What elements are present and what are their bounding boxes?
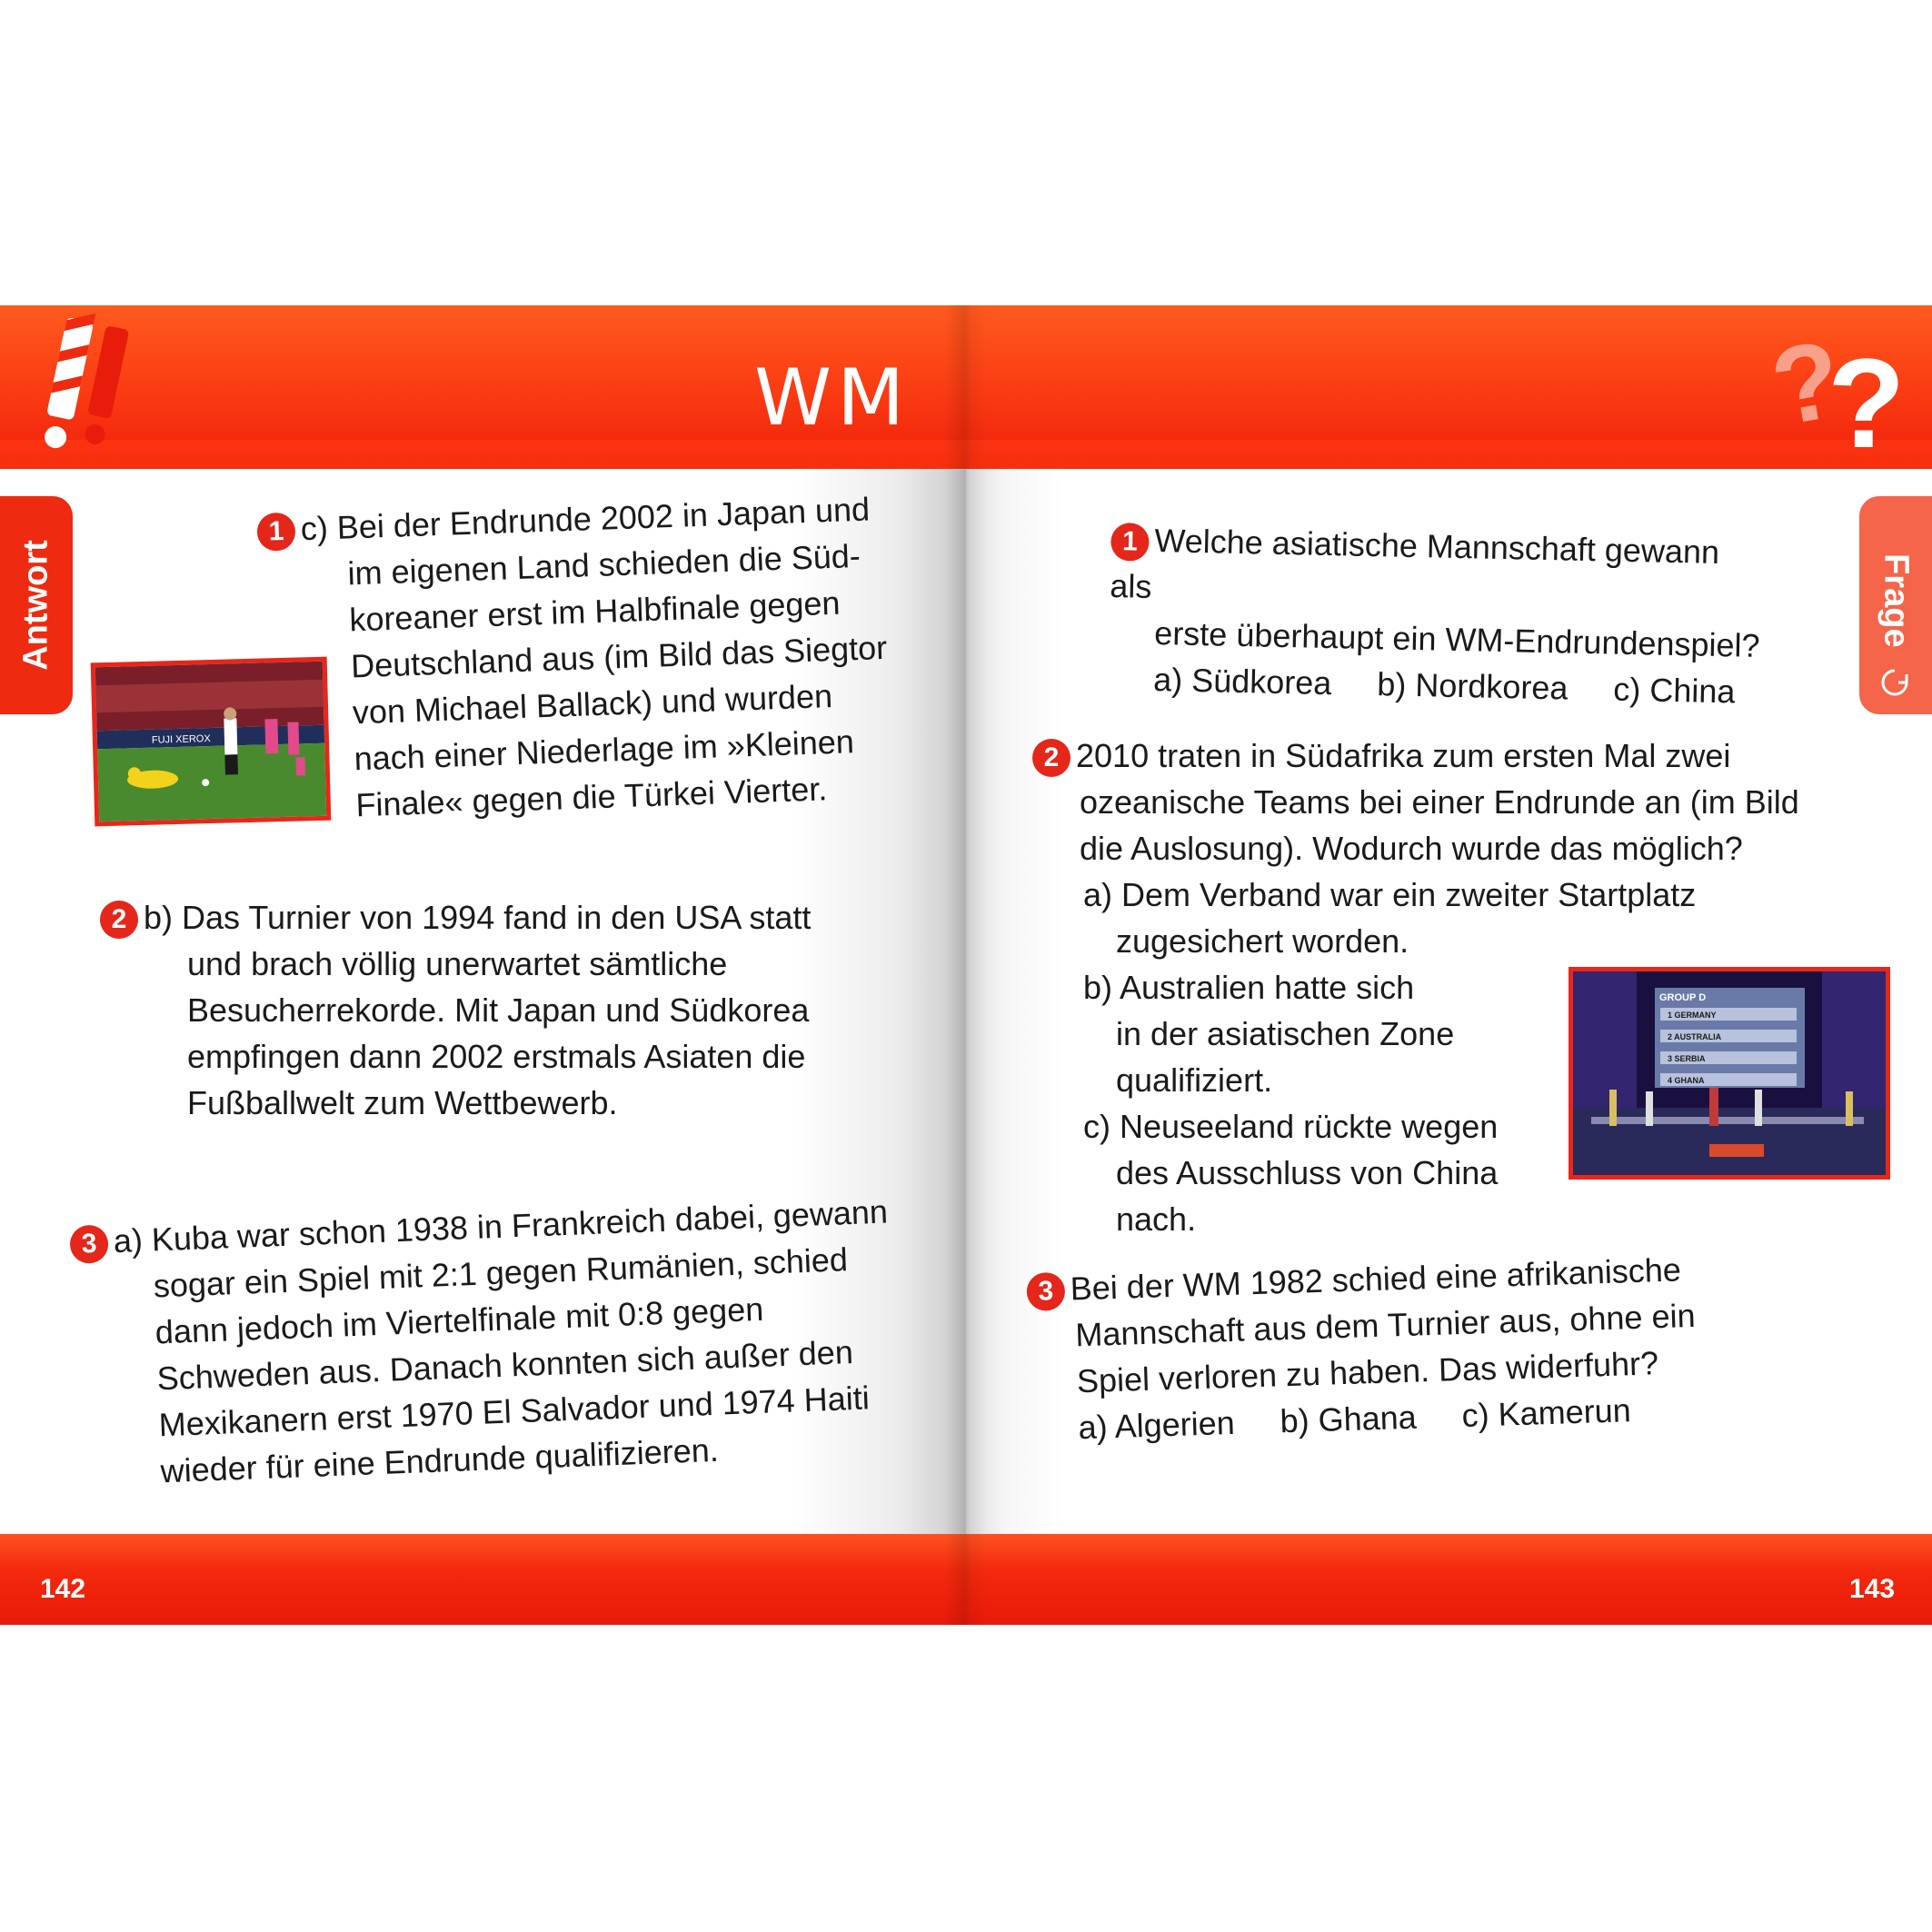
question-3-option-a: a) Algerien bbox=[1077, 1403, 1236, 1447]
answer-1-line-3: koreaner erst im Halbfinale gegen bbox=[348, 583, 842, 639]
answer-tab[interactable] bbox=[0, 496, 73, 714]
answer-3-line-5: Mexikanern erst 1970 El Salvador und 1974 Haiti bbox=[157, 1379, 871, 1444]
answer-2-line-4: empfingen dann 2002 erstmals Asiaten die bbox=[187, 1038, 806, 1075]
left-page bbox=[0, 305, 966, 1625]
question-1-badge: 1 bbox=[1110, 523, 1150, 562]
answer-1-line-7: Finale« gegen die Türkei Vierter. bbox=[354, 770, 828, 824]
board-row-2: 2 AUSTRALIA bbox=[1668, 1032, 1722, 1041]
question-3-line-2: Mannschaft aus dem Turnier aus, ohne ein bbox=[1074, 1296, 1697, 1354]
answer-1-badge: 1 bbox=[256, 513, 295, 552]
answer-tab-label: Antwort bbox=[16, 540, 55, 671]
answer-3-badge: 3 bbox=[69, 1225, 109, 1265]
answer-3-line-2: sogar ein Spiel mit 2:1 gegen Rumänien, schied bbox=[153, 1240, 849, 1305]
left-footer-band bbox=[0, 1534, 966, 1625]
question-1-option-a: a) Südkorea bbox=[1152, 661, 1332, 702]
answer-1 bbox=[256, 485, 903, 832]
answer-3-line-3: dann jedoch im Viertelfinale mit 0:8 gegen bbox=[154, 1290, 764, 1351]
question-2-option-b: b) Australien hatte sich bbox=[1083, 969, 1415, 1006]
refresh-icon bbox=[1879, 667, 1910, 698]
question-3-badge: 3 bbox=[1026, 1272, 1065, 1311]
page-number-left: 142 bbox=[40, 1574, 86, 1604]
question-2-line-2: ozeanische Teams bei einer Endrunde an (im Bild bbox=[1080, 783, 1799, 821]
answer-2 bbox=[100, 894, 918, 1126]
answer-1-line-4: Deutschland aus (im Bild das Siegtor bbox=[350, 628, 888, 685]
svg-text:?: ? bbox=[1827, 332, 1906, 474]
question-3-option-b: b) Ghana bbox=[1279, 1398, 1418, 1440]
answer-2-line-5: Fußballwelt zum Wettbewerb. bbox=[187, 1084, 618, 1121]
right-page bbox=[966, 305, 1932, 1625]
question-1 bbox=[1108, 516, 1766, 715]
question-1-option-b: b) Nordkorea bbox=[1376, 665, 1569, 707]
answer-2-line-2: und brach völlig unerwartet sämtliche bbox=[187, 945, 728, 982]
answer-1-line-2: im eigenen Land schieden die Süd- bbox=[346, 536, 861, 593]
board-row-3: 3 SERBIA bbox=[1668, 1054, 1706, 1063]
section-title: WM bbox=[754, 353, 911, 443]
question-2-option-a: a) Dem Verband war ein zweiter Startplatz bbox=[1083, 876, 1697, 913]
question-2-option-c: c) Neuseeland rückte wegen bbox=[1083, 1108, 1499, 1145]
question-2-option-a-cont: zugesichert worden. bbox=[1116, 922, 1409, 960]
question-mark-icon bbox=[1763, 317, 1911, 474]
right-footer-band bbox=[966, 1534, 1932, 1625]
answer-3-line-4: Schweden aus. Danach konnten sich außer den bbox=[155, 1333, 854, 1398]
question-2-option-c-cont-1: des Ausschluss von China bbox=[1116, 1154, 1499, 1191]
svg-text:?: ? bbox=[1763, 317, 1850, 450]
question-3 bbox=[1026, 1241, 1849, 1452]
answer-2-line-3: Besucherrekorde. Mit Japan und Südkorea bbox=[187, 991, 810, 1029]
answer-2-line-1: 2 b) Das Turnier von 1994 fand in den USA statt bbox=[100, 894, 918, 941]
question-3-option-c: c) Kamerun bbox=[1460, 1391, 1632, 1435]
question-2-badge: 2 bbox=[1032, 739, 1071, 777]
answer-3 bbox=[69, 1188, 915, 1498]
question-1-line-2: erste überhaupt ein WM-Endrundenspiel? bbox=[1153, 614, 1760, 664]
question-2-option-b-cont-1: in der asiatischen Zone bbox=[1116, 1015, 1455, 1052]
answer-3-line-1: 3 a) Kuba war schon 1938 in Frankreich dabei, gewann bbox=[69, 1188, 906, 1266]
page-number-right: 143 bbox=[1849, 1574, 1896, 1604]
question-3-line-1: 3 Bei der WM 1982 schied eine afrikanische bbox=[1026, 1241, 1845, 1313]
board-title: GROUP D bbox=[1659, 992, 1707, 1003]
question-tab-label: Frage bbox=[1877, 553, 1916, 648]
question-2-option-b-cont-2: qualifiziert. bbox=[1116, 1061, 1273, 1099]
football-match-photo bbox=[91, 657, 332, 827]
answer-2-badge: 2 bbox=[100, 901, 138, 939]
question-2-line-3: die Auslosung). Wodurch wurde das möglich? bbox=[1080, 830, 1743, 867]
left-header-band bbox=[0, 305, 966, 469]
draw-ceremony-photo bbox=[1569, 967, 1890, 1180]
question-2-option-c-cont-2: nach. bbox=[1116, 1200, 1197, 1238]
draw-ceremony-image bbox=[1573, 971, 1886, 1175]
book-spread bbox=[0, 305, 1932, 1625]
football-match-image bbox=[95, 662, 326, 822]
answer-3-line-6: wieder für eine Endrunde qualifizieren. bbox=[159, 1430, 720, 1490]
book-gutter bbox=[945, 305, 987, 1625]
board-row-4: 4 GHANA bbox=[1668, 1076, 1705, 1085]
answer-1-line-5: von Michael Ballack) und wurden bbox=[352, 677, 833, 732]
answer-1-line-1: 1 c) Bei der Endrunde 2002 in Japan und bbox=[256, 485, 893, 553]
ad-board-text: FUJI XEROX bbox=[151, 733, 211, 746]
question-2-line-1: 2 2010 traten in Südafrika zum ersten Mal zwei bbox=[1032, 732, 1850, 779]
question-tab[interactable] bbox=[1859, 496, 1932, 714]
answer-1-line-6: nach einer Niederlage im »Kleinen bbox=[354, 722, 855, 778]
right-header-band bbox=[966, 305, 1932, 474]
exclamation-icon bbox=[36, 316, 145, 471]
board-row-1: 1 GERMANY bbox=[1668, 1011, 1717, 1020]
question-1-line-1: 1 Welche asiatische Mannschaft gewann als bbox=[1109, 522, 1720, 605]
question-3-line-3: Spiel verloren zu haben. Das widerfuhr? bbox=[1076, 1344, 1659, 1400]
question-1-option-c: c) China bbox=[1612, 670, 1736, 711]
